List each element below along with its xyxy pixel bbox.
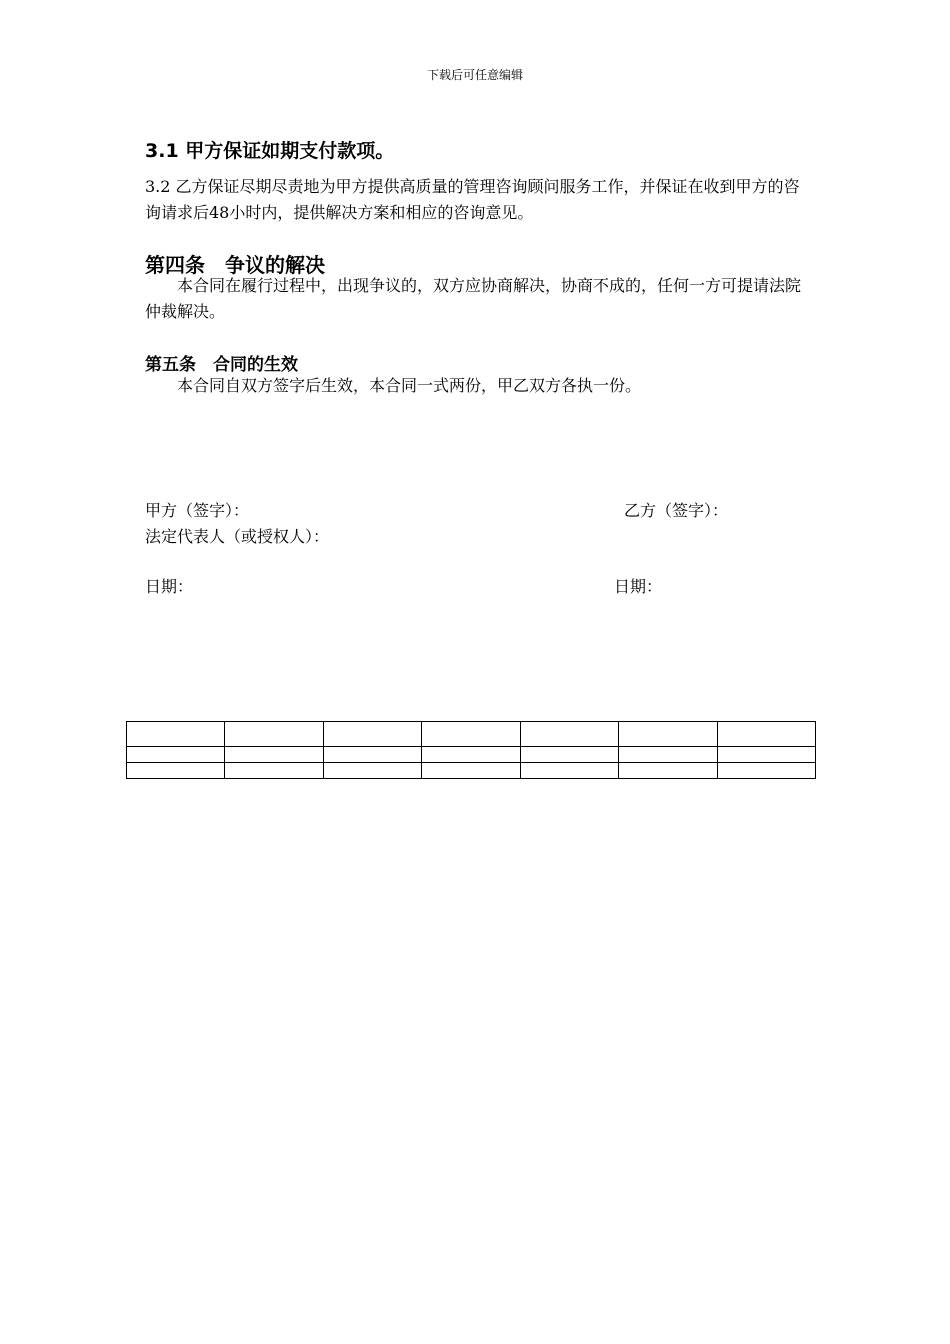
page-header-note: 下载后可任意编辑	[426, 68, 523, 82]
party-b-signature-label: 乙方（签字）：	[624, 501, 729, 520]
table-cell	[619, 763, 717, 779]
table-row	[127, 722, 816, 747]
table-cell	[225, 722, 323, 747]
table-cell	[520, 763, 618, 779]
table-cell	[422, 763, 520, 779]
table-cell	[225, 763, 323, 779]
blank-table	[126, 721, 816, 779]
table-row	[127, 747, 816, 763]
table-cell	[127, 722, 225, 747]
party-b-date-label: 日期：	[614, 577, 663, 596]
table-cell	[717, 747, 815, 763]
table-cell	[422, 722, 520, 747]
article-5-body: 本合同自双方签字后生效，本合同一式两份，甲乙双方各执一份。	[177, 376, 642, 395]
table-cell	[323, 722, 421, 747]
table-row	[127, 763, 816, 779]
table-cell	[619, 747, 717, 763]
article-4-body: 本合同在履行过程中，出现争议的，双方应协商解决，协商不成的，任何一方可提请法院仲裁解决。	[145, 276, 802, 321]
clause-3-2: 3.2 乙方保证尽期尽责地为甲方提供高质量的管理咨询顾问服务工作，并保证在收到甲方的咨询请求后48小时内，提供解决方案和相应的咨询意见。	[145, 177, 800, 222]
legal-representative-label: 法定代表人（或授权人）：	[145, 527, 330, 546]
table-cell	[323, 747, 421, 763]
table-cell	[619, 722, 717, 747]
table-cell	[520, 747, 618, 763]
table-cell	[225, 747, 323, 763]
table-cell	[422, 747, 520, 763]
clause-3-1: 3.1 甲方保证如期支付款项。	[145, 140, 395, 162]
party-a-date-label: 日期：	[145, 577, 194, 596]
table-cell	[127, 763, 225, 779]
table-cell	[717, 763, 815, 779]
table-cell	[323, 763, 421, 779]
article-5-title: 第五条 合同的生效	[145, 355, 298, 375]
table-cell	[717, 722, 815, 747]
table-cell	[127, 747, 225, 763]
table-cell	[520, 722, 618, 747]
article-4-title: 第四条 争议的解决	[145, 253, 325, 277]
party-a-signature-label: 甲方（签字）：	[145, 501, 250, 520]
